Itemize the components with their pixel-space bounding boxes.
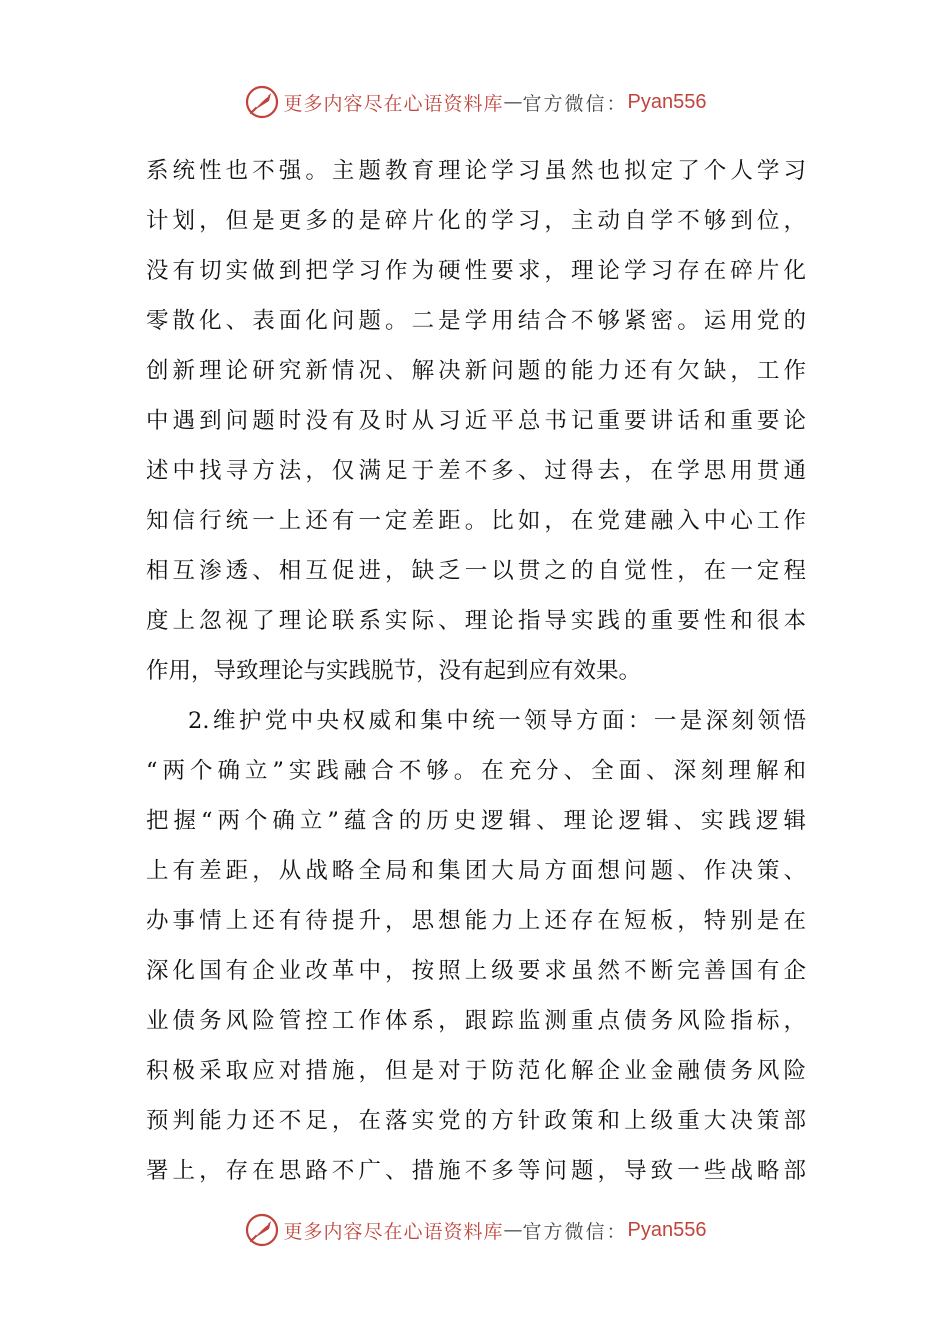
watermark-separator: — xyxy=(503,91,523,113)
text-line: 相互渗透、相互促进，缺乏一以贯之的自觉性，在一定程 xyxy=(146,558,806,584)
text-line: 业债务风险管控工作体系，跟踪监测重点债务风险指标， xyxy=(146,1008,806,1034)
text-line: 度上忽视了理论联系实际、理论指导实践的重要性和很本 xyxy=(146,608,806,634)
document-body xyxy=(146,146,806,1196)
text-line: 深化国有企业改革中，按照上级要求虽然不断完善国有企 xyxy=(146,958,806,984)
text-line-section-start: 2.维护党中央权威和集中统一领导方面：一是深刻领悟 xyxy=(188,708,806,734)
text-line: 上有差距，从战略全局和集团大局方面想问题、作决策、 xyxy=(146,858,806,884)
quill-logo-icon xyxy=(244,84,280,120)
text-line: 述中找寻方法，仅满足于差不多、过得去，在学思用贯通 xyxy=(146,458,806,484)
text-line: “两个确立”实践融合不够。在充分、全面、深刻理解和 xyxy=(146,758,806,784)
text-line: 创新理论研究新情况、解决新问题的能力还有欠缺，工作 xyxy=(146,358,806,384)
watermark-brand: 更多内容尽在心语资料库 xyxy=(283,92,504,115)
watermark-official-label: 官方微信： xyxy=(522,92,628,115)
footer-watermark xyxy=(0,1210,950,1250)
text-line: 系统性也不强。主题教育理论学习虽然也拟定了个人学习 xyxy=(146,158,806,184)
text-line: 没有切实做到把学习作为硬性要求，理论学习存在碎片化 xyxy=(146,258,806,284)
text-line: 知信行统一上还有一定差距。比如，在党建融入中心工作 xyxy=(146,508,806,534)
text-line: 中遇到问题时没有及时从习近平总书记重要讲话和重要论 xyxy=(146,408,806,434)
text-line: 把握“两个确立”蕴含的历史逻辑、理论逻辑、实践逻辑 xyxy=(146,808,806,834)
watermark-official-label: 官方微信： xyxy=(522,1220,628,1243)
text-line-paragraph-end: 作用，导致理论与实践脱节，没有起到应有效果。 xyxy=(146,658,642,684)
watermark-separator: — xyxy=(503,1219,523,1241)
text-line: 署上，存在思路不广、措施不多等问题，导致一些战略部 xyxy=(146,1158,806,1184)
text-line: 积极采取应对措施，但是对于防范化解企业金融债务风险 xyxy=(146,1058,806,1084)
text-line: 零散化、表面化问题。二是学用结合不够紧密。运用党的 xyxy=(146,308,806,334)
quill-logo-icon xyxy=(244,1212,280,1248)
watermark-handle: Pyan556 xyxy=(627,90,707,113)
watermark-handle: Pyan556 xyxy=(627,1218,707,1241)
watermark-brand: 更多内容尽在心语资料库 xyxy=(283,1220,504,1243)
text-line: 计划，但是更多的是碎片化的学习，主动自学不够到位， xyxy=(146,208,806,234)
header-watermark xyxy=(0,82,950,122)
text-line: 办事情上还有待提升，思想能力上还存在短板，特别是在 xyxy=(146,908,806,934)
text-line: 预判能力还不足，在落实党的方针政策和上级重大决策部 xyxy=(146,1108,806,1134)
